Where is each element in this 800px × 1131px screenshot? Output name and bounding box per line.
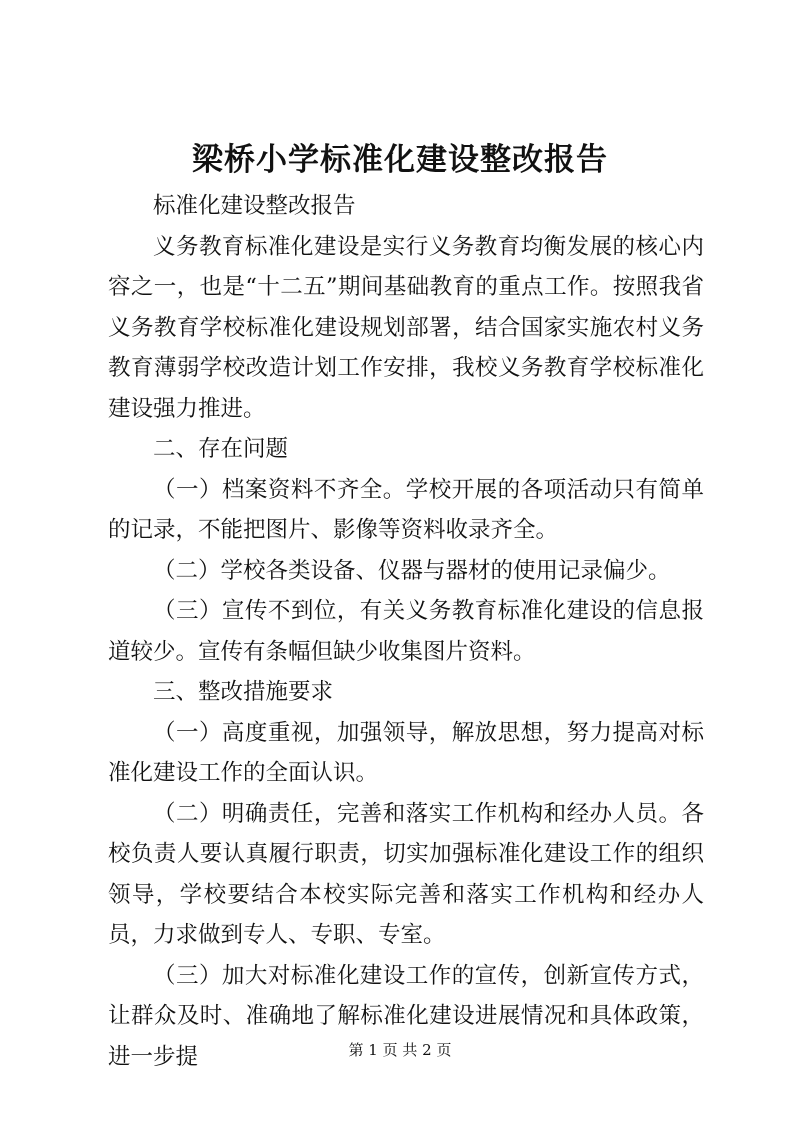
paragraph-problem-1: （一）档案资料不齐全。学校开展的各项活动只有简单的记录，不能把图片、影像等资料收录齐全。 [108,476,704,543]
paragraph-measure-1: （一）高度重视，加强领导，解放思想，努力提高对标准化建设工作的全面认识。 [108,719,704,786]
document-title: 梁桥小学标准化建设整改报告 [192,142,608,178]
paragraph-problem-2: （二）学校各类设备、仪器与器材的使用记录偏少。 [153,557,671,584]
paragraph-problem-3: （三）宣传不到位，有关义务教育标准化建设的信息报道较少。宣传有条幅但缺少收集图片资料。 [108,598,704,665]
paragraph-subtitle: 标准化建设整改报告 [153,193,356,219]
section-heading-problems: 二、存在问题 [153,436,289,462]
page-number-footer: 第 1 页 共 2 页 [348,1041,452,1059]
document-body [108,186,704,1077]
paragraph-measure-2: （二）明确责任，完善和落实工作机构和经办人员。各校负责人要认真履行职责，切实加强标准化建设工作的组织领导，学校要结合本校实际完善和落实工作机构和经办人员，力求做到专人、专职、专室。 [108,800,704,948]
section-heading-measures: 三、整改措施要求 [153,679,334,705]
paragraph-intro: 义务教育标准化建设是实行义务教育均衡发展的核心内容之一，也是“十二五”期间基础教育的重点工作。按照我省义务教育学校标准化建设规划部署，结合国家实施农村义务教育薄弱学校改造计划工作安排，我校义务教育学校标准化建设强力推进。 [108,233,704,422]
paragraph-measure-3: （三）加大对标准化建设工作的宣传，创新宣传方式，让群众及时、准确地了解标准化建设进展情况和具体政策，进一步提 [108,962,704,1070]
